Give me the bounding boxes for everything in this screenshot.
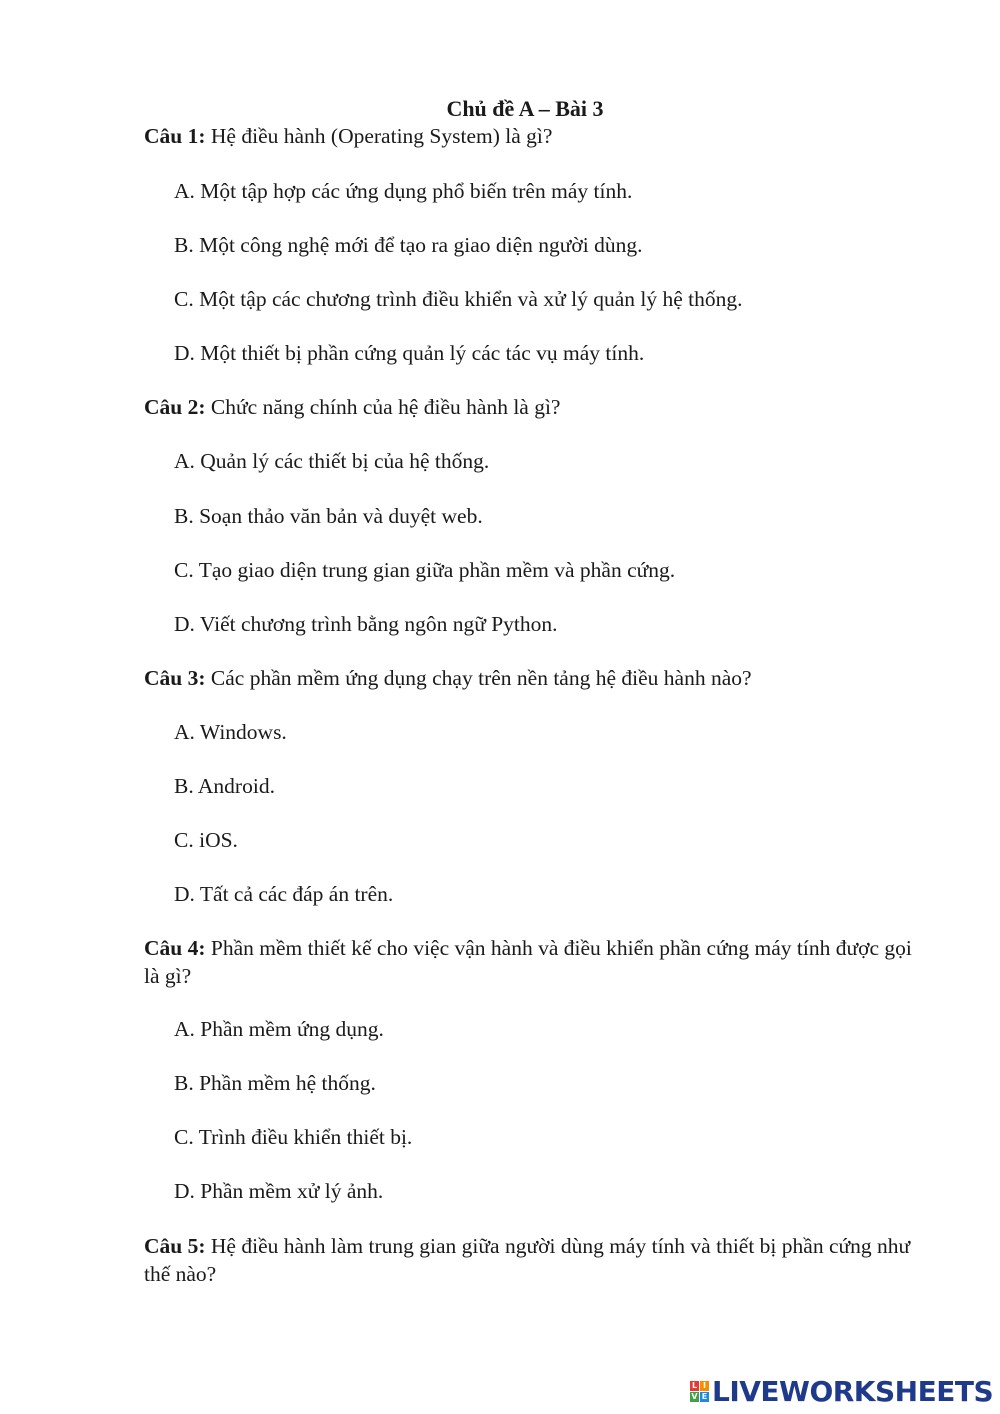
question-4-option-a[interactable]: A. Phần mềm ứng dụng. — [174, 1017, 384, 1041]
question-2-option-a[interactable]: A. Quản lý các thiết bị của hệ thống. — [174, 449, 490, 473]
question-2-option-c[interactable]: C. Tạo giao diện trung gian giữa phần mềm và phần cứng. — [174, 558, 676, 582]
question-3-option-d[interactable]: D. Tất cả các đáp án trên. — [174, 882, 394, 906]
question-label: Câu 5: — [144, 1234, 206, 1258]
question-5 — [144, 1232, 914, 1288]
question-1 — [144, 122, 914, 150]
question-label: Câu 1: — [144, 124, 206, 148]
question-3-option-b[interactable]: B. Android. — [174, 774, 275, 798]
logo-mark-cell: E — [701, 1391, 708, 1401]
question-3 — [144, 664, 914, 692]
logo-text: LIVEWORKSHEETS — [712, 1374, 994, 1408]
question-text: Phần mềm thiết kế cho việc vận hành và điều khiển phần cứng máy tính được gọi là gì? — [144, 936, 912, 988]
question-text: Chức năng chính của hệ điều hành là gì? — [205, 395, 561, 419]
logo-mark-cell: L — [691, 1380, 698, 1390]
question-label: Câu 4: — [144, 936, 206, 960]
question-label: Câu 3: — [144, 666, 206, 690]
page-title: Chủ đề A – Bài 3 — [446, 96, 604, 121]
question-2-option-d[interactable]: D. Viết chương trình bằng ngôn ngữ Python. — [174, 612, 558, 636]
question-3-option-c[interactable]: C. iOS. — [174, 828, 238, 852]
question-4-option-d[interactable]: D. Phần mềm xử lý ảnh. — [174, 1179, 384, 1203]
question-1-option-b[interactable]: B. Một công nghệ mới để tạo ra giao diện người dùng. — [174, 233, 643, 257]
question-text: Hệ điều hành làm trung gian giữa người dùng máy tính và thiết bị phần cứng như thế nào? — [144, 1234, 911, 1286]
question-text: Các phần mềm ứng dụng chạy trên nền tảng hệ điều hành nào? — [205, 666, 752, 690]
liveworksheets-logo[interactable] — [690, 1374, 993, 1408]
question-3-option-a[interactable]: A. Windows. — [174, 720, 287, 744]
logo-mark-icon — [690, 1381, 709, 1402]
question-1-option-d[interactable]: D. Một thiết bị phần cứng quản lý các tác vụ máy tính. — [174, 341, 645, 365]
question-2-option-b[interactable]: B. Soạn thảo văn bản và duyệt web. — [174, 504, 483, 528]
question-text: Hệ điều hành (Operating System) là gì? — [205, 124, 553, 148]
logo-mark-cell: V — [691, 1391, 698, 1401]
question-4-option-c[interactable]: C. Trình điều khiển thiết bị. — [174, 1125, 413, 1149]
question-label: Câu 2: — [144, 395, 206, 419]
question-1-option-c[interactable]: C. Một tập các chương trình điều khiển và xử lý quản lý hệ thống. — [174, 287, 743, 311]
question-1-option-a[interactable]: A. Một tập hợp các ứng dụng phổ biến trên máy tính. — [174, 179, 633, 203]
logo-mark-cell: I — [700, 1381, 709, 1391]
question-4 — [144, 934, 914, 990]
question-4-option-b[interactable]: B. Phần mềm hệ thống. — [174, 1071, 376, 1095]
question-2 — [144, 393, 914, 421]
